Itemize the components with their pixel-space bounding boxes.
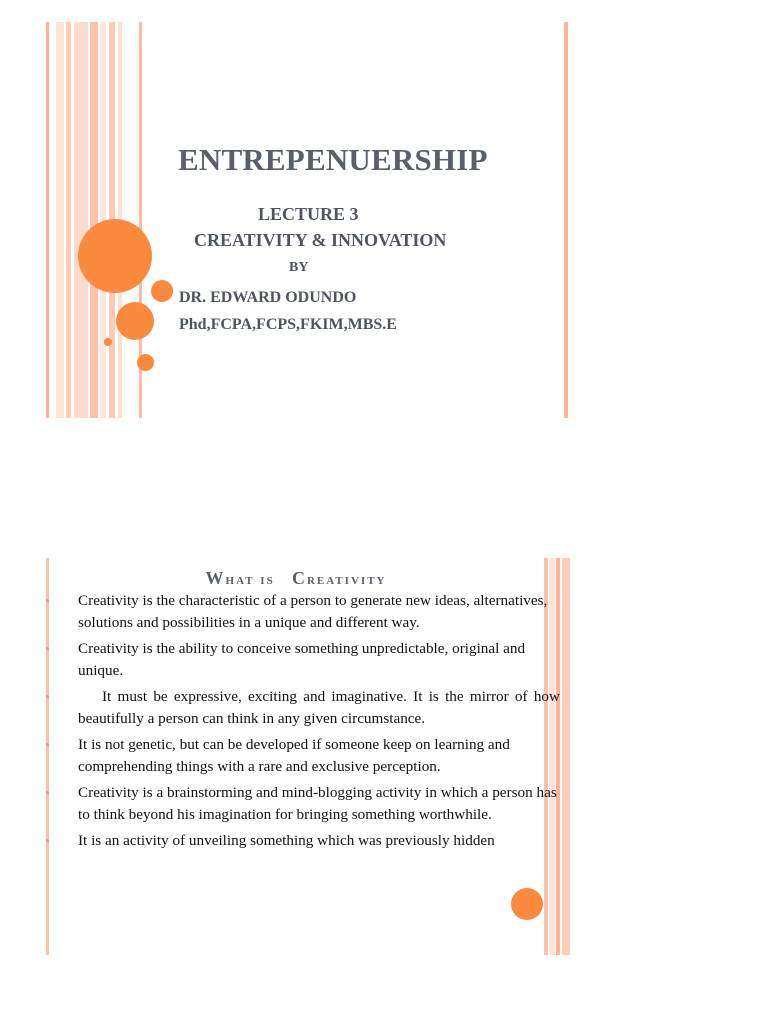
list-item bbox=[46, 590, 560, 634]
list-item bbox=[46, 638, 560, 682]
decorative-circle bbox=[116, 302, 154, 340]
title-word: hat is bbox=[225, 572, 275, 588]
title-cap: W bbox=[205, 568, 226, 588]
slide-title: ENTREPENUERSHIP bbox=[178, 142, 488, 177]
bullet-text: It is an activity of unveiling something which was previously hidden bbox=[78, 832, 495, 849]
list-item bbox=[46, 734, 560, 778]
lecture-topic: CREATIVITY & INNOVATION bbox=[194, 230, 447, 250]
decorative-circle bbox=[104, 338, 112, 346]
decorative-stripe bbox=[74, 22, 88, 418]
slide-title bbox=[46, 568, 546, 589]
bullet-text: It is not genetic, but can be developed if someone keep on learning and comprehending things with a rare and exclusive perception. bbox=[78, 736, 510, 775]
bullet-dot-icon bbox=[46, 791, 49, 794]
bullet-dot-icon bbox=[46, 647, 49, 650]
list-item bbox=[46, 782, 560, 826]
title-word: reativity bbox=[306, 572, 387, 588]
decorative-stripe bbox=[562, 558, 570, 955]
bullet-dot-icon bbox=[46, 695, 49, 698]
bullet-text: Creativity is a brainstorming and mind-blogging activity in which a person has to think beyond his imagination for bringing something worthwhile. bbox=[78, 784, 557, 823]
decorative-stripe bbox=[90, 22, 98, 418]
bullet-text: It must be expressive, exciting and imaginative. It is the mirror of how beautifully a person can think in any given circumstance. bbox=[78, 688, 560, 727]
author-name: DR. EDWARD ODUNDO bbox=[179, 289, 357, 306]
list-item bbox=[46, 830, 560, 852]
decorative-stripe bbox=[46, 22, 49, 418]
bullet-dot-icon bbox=[46, 743, 49, 746]
decorative-stripe bbox=[564, 22, 568, 418]
lecture-number: LECTURE 3 bbox=[258, 204, 359, 224]
bullet-list bbox=[46, 590, 560, 856]
decorative-stripe bbox=[66, 22, 71, 418]
list-item bbox=[46, 686, 560, 730]
decorative-circle-large bbox=[78, 219, 152, 293]
bullet-text: Creativity is the characteristic of a person to generate new ideas, alternatives, solutions and possibilities in a unique and different way. bbox=[78, 592, 548, 631]
decorative-circle bbox=[511, 888, 543, 920]
decorative-circle bbox=[137, 354, 154, 371]
title-cap: C bbox=[291, 568, 307, 588]
bullet-dot-icon bbox=[46, 599, 49, 602]
by-label: BY bbox=[289, 260, 309, 275]
bullet-dot-icon bbox=[46, 839, 49, 842]
decorative-circle bbox=[151, 280, 173, 302]
author-credentials: Phd,FCPA,FCPS,FKIM,MBS.E bbox=[179, 316, 397, 333]
content-slide bbox=[46, 558, 570, 955]
decorative-stripe bbox=[56, 22, 64, 418]
bullet-text: Creativity is the ability to conceive something unpredictable, original and unique. bbox=[78, 640, 526, 679]
title-slide bbox=[46, 22, 570, 418]
